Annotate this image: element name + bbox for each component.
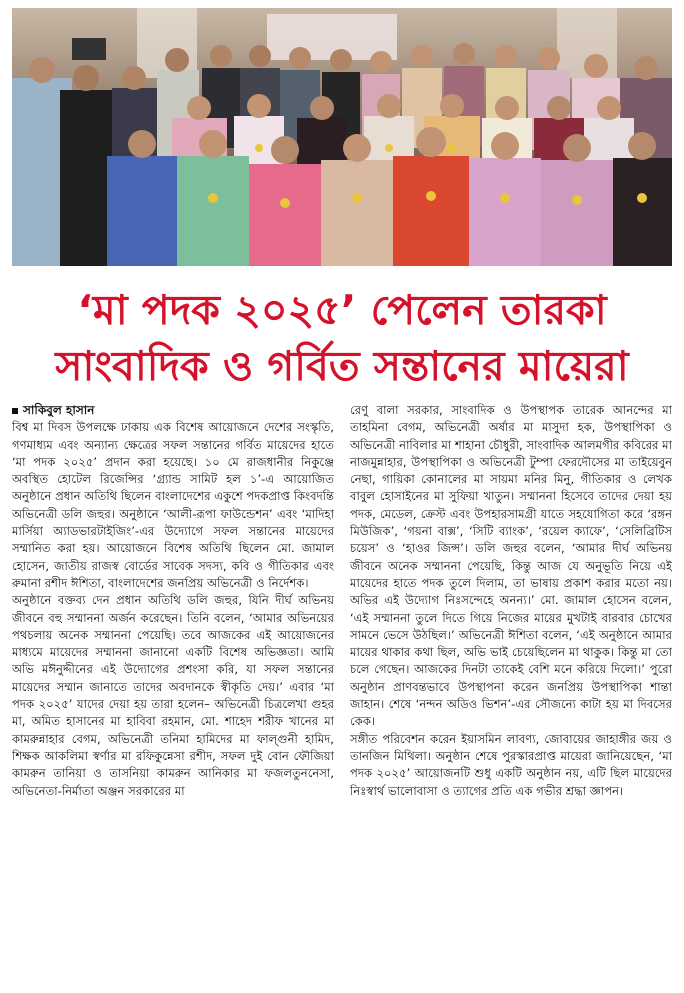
left-column (12, 402, 334, 990)
group-photo (12, 8, 672, 266)
byline-name: সাকিবুল হাসান (23, 403, 95, 417)
headline (0, 282, 684, 394)
right-paragraph-1: রেণু বালা সরকার, সাংবাদিক ও উপস্থাপক তারেক আনন্দের মা তাহমিনা বেগম, অভিনেত্রী অর্ষার মা মাসুদা হক, উপস্থাপিকা ও অভিনেত্রী নাবিলার মা শাহানা চৌধুরী, সাংবাদিক আলমগীর কবিরের মা নাজমুন্নাহার, উপস্থাপিকা ও অভিনেত্রী টুম্পা ফেরদৌসের মা তাইয়েবুন নেছা, গায়িকা কোনালের মা সায়মা মনির মিনু, গীতিকার ও লেখক বাবুল হোসাইনের মা সুফিয়া খাতুন। সম্মাননা হিসেবে তাদের দেয়া হয় পদক, মেডেল, ক্রেস্ট এবং উপহারসামগ্রী যাতে সহযোগিতা করে ‘রঙ্গন মিউজিক’, ‘গয়না বাক্স’, ‘সিটি ব্যাংক’, ‘রয়েল ক্যাফে’, ‘সেলিব্রিটিস চয়েস’ ও ‘হাওর জিন্স’। ডলি জহুর বলেন, ‘আমার দীর্ঘ অভিনয় জীবনে অনেক সম্মাননা পেয়েছি, কিন্তু আজ যে অনুভূতি নিয়ে এই মায়েদের হাতে পদক তুলে দিলাম, তা ভাষায় প্রকাশ করার মতো নয়। অভির এই উদ্যোগ নিঃসন্দেহে অনন্য।’ মো. জামাল হোসেন বলেন, ‘এই সম্মাননা তুলে দিতে গিয়ে নিজের মায়ের মুখটাই বারবার চোখের সামনে ভেসে উঠছিল।’ অভিনেত্রী ঈশিতা বলেন, ‘এই অনুষ্ঠানে আমার মায়ের থাকার কথা ছিল, অভি ভাই চেয়েছিলেন মা থাকুক। কিন্তু মা তো চলে গেছেন। আজকের দিনটা তাকেই বেশি মনে করিয়ে দিলো।’ পুরো অনুষ্ঠান প্রাণবন্তভাবে উপস্থাপনা করেন জনপ্রিয় উপস্থাপিকা শান্তা জাহান। শেষে ‘নন্দন অডিও ভিশন’-এর সৌজন্যে কাটা হয় মা দিবসের কেক। (350, 403, 672, 729)
right-column (350, 402, 672, 990)
article-body (12, 402, 672, 990)
byline (12, 402, 334, 419)
group-photo-illustration (12, 8, 672, 266)
headline-line-2: সাংবাদিক ও গর্বিত সন্তানের মায়েরা (55, 342, 629, 390)
byline-bullet-icon (12, 408, 18, 414)
right-paragraph-2: সঙ্গীত পরিবেশন করেন ইয়াসমিন লাবণ্য, জোবায়ের জাহাঙ্গীর জয় ও তানজিন মিথিলা। অনুষ্ঠান শেষে পুরস্কারপ্রাপ্ত মায়েরা জানিয়েছেন, ‘মা পদক ২০২৫’ আয়োজনটি শুধু একটি অনুষ্ঠান নয়, এটি ছিল মায়েদের নিঃস্বার্থ ভালোবাসা ও ত্যাগের প্রতি এক গভীর শ্রদ্ধা জ্ঞাপন। (350, 731, 672, 798)
left-paragraph-2: অনুষ্ঠানে বক্তব্য দেন প্রধান অতিথি ডলি জহুর, যিনি দীর্ঘ অভিনয় জীবনে বহু সম্মাননা অর্জন করেছেন। তিনি বলেন, ‘আমার অভিনয়ের পথচলায় অনেক সম্মাননা পেয়েছি। তবে আজকের এই আয়োজনের মাধ্যমে মায়েদের সম্মাননা জানানো একটি বিশেষ অভিজ্ঞতা। আমি অভি মঈনুদ্দীনের এই উদ্যোগের প্রশংসা করি, যা সফল সন্তানের মায়েদের সম্মান জানাতে তাদের অবদানকে স্বীকৃতি দেয়।’ এবার ‘মা পদক ২০২৫’ যাদের দেয়া হয় তারা হলেন– অভিনেত্রী চিত্রলেখা গুহর মা, অমিত হাসানের মা হাবিবা রহমান, মো. শাহেদ শরীফ খানের মা কামরুন্নাহার বেগম, অভিনেত্রী তনিমা হামিদের মা ফাল্গুনী হামিদ, শিক্ষক আকলিমা স্বর্ণার মা রফিকুন্নেসা রশীদ, সফল দুই বোন ফৌজিয়া কামরুন তানিয়া ও তাসনিয়া কামরুন আনিকার মা ফজলতুননেসা, অভিনেতা-নির্মাতা অঞ্জন সরকারের মা (12, 593, 334, 798)
headline-line-1: ‘মা পদক ২০২৫’ পেলেন তারকা (77, 286, 607, 334)
left-paragraph-1: বিশ্ব মা দিবস উপলক্ষে ঢাকায় এক বিশেষ আয়োজনে দেশের সংস্কৃতি, গণমাধ্যম এবং অন্যান্য ক্ষেত্রের সফল সন্তানের গর্বিত মায়েদের হাতে ‘মা পদক ২০২৫’ প্রদান করা হয়েছে। ১০ মে রাজধানীর নিকুঞ্জে অবস্থিত হোটেল রিজেন্সির ‘গ্র্যান্ড সামিট হল ১’-এ আয়োজিত অনুষ্ঠানে প্রধান অতিথি ছিলেন বাংলাদেশের একুশে পদকপ্রাপ্ত কিংবদন্তি অভিনেত্রী ডলি জহুর। অনুষ্ঠানে ‘আলী-রূপা ফাউন্ডেশন’ এবং ‘মাদিহা মার্সিয়া অ্যাডভারটাইজিং’-এর উদ্যোগে সফল সন্তানের মায়েদের সম্মানিত করা হয়। আয়োজনে বিশেষ অতিথি ছিলেন মো. জামাল হোসেন, জাতীয় রাজস্ব বোর্ডের সাবেক সদস্য, কবি ও গীতিকার এবং রুমানা রশীদ ঈশিতা, বাংলাদেশের জনপ্রিয় অভিনেত্রী ও নির্দেশক। (12, 420, 334, 590)
